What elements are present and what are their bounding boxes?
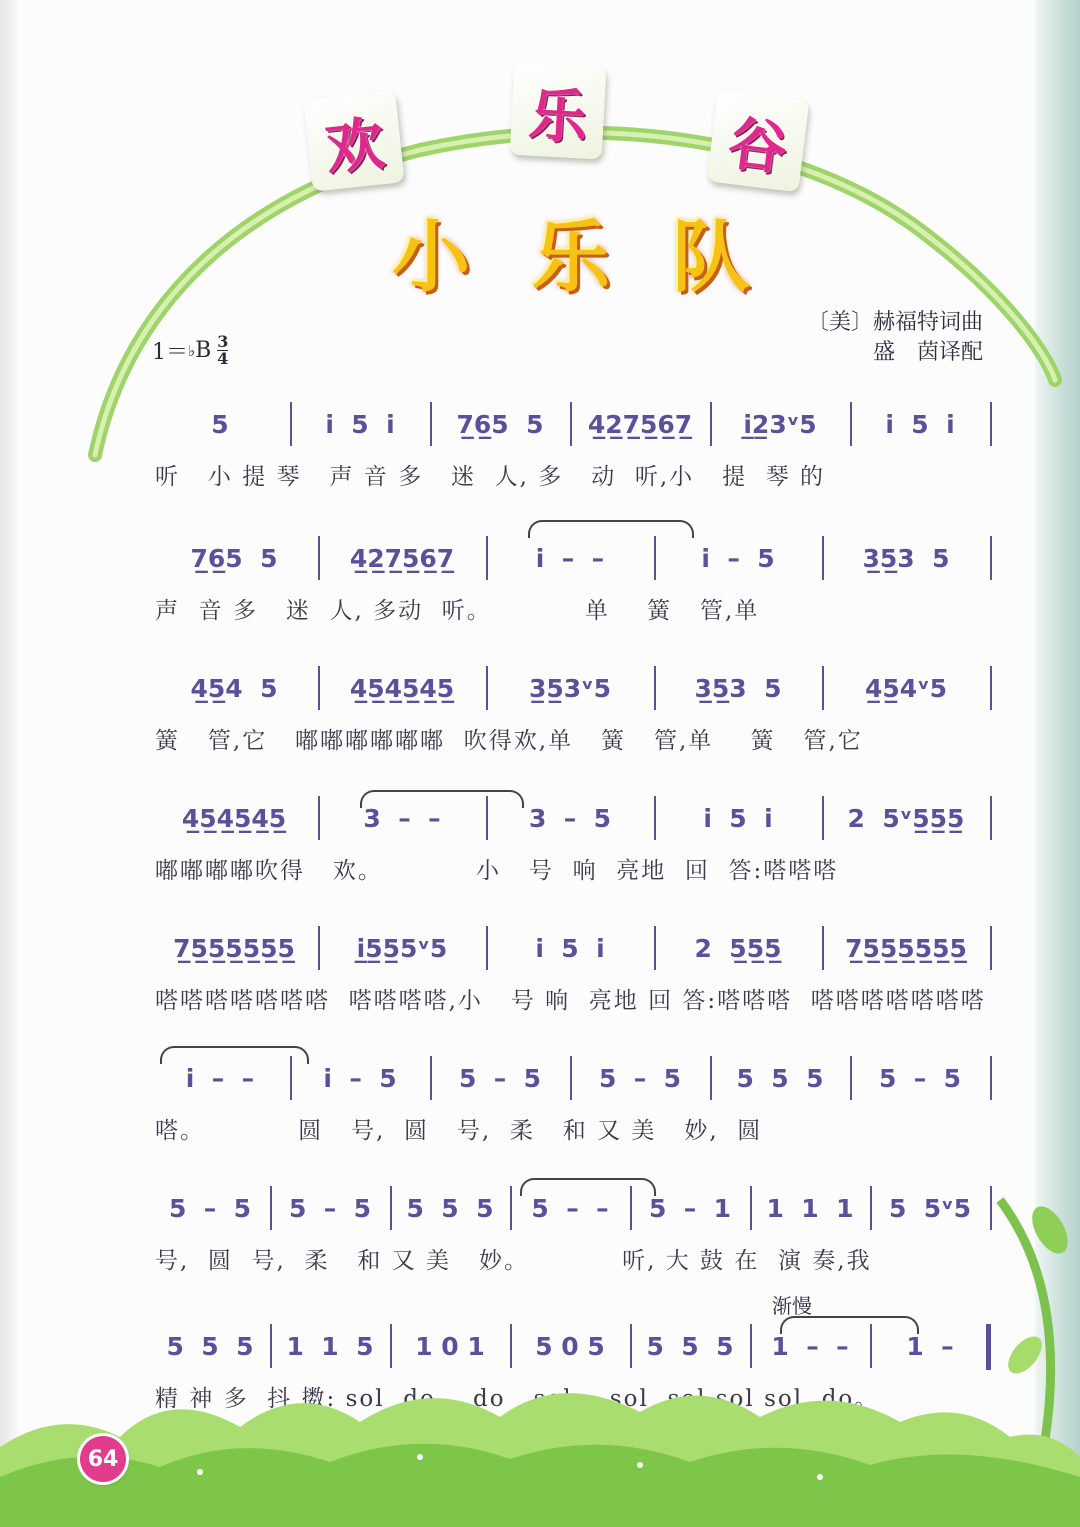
bar-line	[990, 926, 992, 970]
measure: 3̲5̲3ᵛ5	[528, 674, 612, 703]
measure: 4̲2̲7̲5̲6̲7̲	[349, 544, 455, 573]
measure: i̲5̲5̲5ᵛ5	[356, 934, 448, 963]
measure: 5 5 5	[736, 1064, 824, 1093]
measure: 3̲5̲3 5	[862, 544, 950, 573]
bar-line	[990, 796, 992, 840]
tie-arc	[780, 1316, 919, 1334]
bar-line	[870, 1186, 872, 1230]
tie-arc	[528, 520, 694, 538]
lyric-line: 嗒。 圆 号, 圆 号, 柔 和 又 美 妙, 圆	[155, 1118, 763, 1144]
measure: 5 – 5	[598, 1064, 682, 1093]
tie-arc	[520, 1178, 656, 1196]
bar-line	[486, 666, 488, 710]
bar-line	[270, 1324, 272, 1368]
lyric-line: 嗒嗒嗒嗒嗒嗒嗒 嗒嗒嗒嗒,小 号 响 亮地 回 答:嗒嗒嗒 嗒嗒嗒嗒嗒嗒嗒	[155, 988, 986, 1014]
measure: 5	[211, 410, 229, 439]
decorative-grass	[0, 1367, 1080, 1527]
bar-line	[630, 1324, 632, 1368]
measure: 3 – 5	[528, 804, 612, 833]
credits-author: 〔美〕赫福特词曲	[806, 310, 983, 335]
measure: 5 – –	[531, 1194, 609, 1223]
measure: 2 5ᵛ5̲5̲5̲	[847, 804, 965, 833]
bar-line	[850, 402, 852, 446]
key-note: B	[195, 338, 212, 363]
header-tile-1: 欢	[303, 90, 404, 191]
bar-line	[430, 402, 432, 446]
lyric-line: 号, 圆 号, 柔 和 又 美 妙。 听, 大 鼓 在 演 奏,我	[155, 1248, 872, 1274]
measure: 5 – 5	[878, 1064, 962, 1093]
tie-arc	[360, 790, 524, 808]
bar-line	[570, 402, 572, 446]
bar-line	[510, 1324, 512, 1368]
bar-line	[850, 1056, 852, 1100]
measure: 7̲5̲5̲5̲5̲5̲5̲	[845, 934, 967, 963]
measure: i̲2̲3ᵛ5	[743, 410, 817, 439]
measure: i – 5	[701, 544, 775, 573]
lyric-line: 声 音 多 迷 人, 多动 听。 单 簧 管,单	[155, 598, 760, 624]
bar-line	[570, 1056, 572, 1100]
bar-line	[990, 1056, 992, 1100]
lyric-line: 嘟嘟嘟嘟吹得 欢。 小 号 响 亮地 回 答:嗒嗒嗒	[155, 858, 839, 884]
measure: i – –	[185, 1064, 255, 1093]
measure: 2 5̲5̲5̲	[694, 934, 782, 963]
bar-line	[510, 1186, 512, 1230]
measure: i 5 i	[325, 410, 395, 439]
lyric-line: 簧 管,它 嘟嘟嘟嘟嘟嘟 吹得欢,单 簧 管,单 簧 管,它	[155, 728, 863, 754]
measure: i – 5	[323, 1064, 397, 1093]
time-top: 3	[217, 332, 229, 351]
measure: 5 5 5	[406, 1194, 494, 1223]
measure: 7̲6̲5 5	[190, 544, 278, 573]
key-signature	[152, 334, 228, 367]
measure: 5 – 5	[288, 1194, 372, 1223]
measure: 5 5 5	[646, 1332, 734, 1361]
measure: 1 1 5	[286, 1332, 374, 1361]
bar-line	[654, 796, 656, 840]
bar-line	[710, 1056, 712, 1100]
bar-line	[486, 926, 488, 970]
bar-line	[750, 1186, 752, 1230]
bar-line	[318, 796, 320, 840]
final-bar-line	[986, 1324, 991, 1370]
bar-line	[654, 666, 656, 710]
flat-sign: ♭	[188, 341, 196, 360]
measure: 7̲6̲5 5	[456, 410, 544, 439]
measure: i 5 i	[885, 410, 955, 439]
bar-line	[318, 926, 320, 970]
bar-line	[318, 666, 320, 710]
measure: 4̲5̲4ᵛ5	[864, 674, 948, 703]
measure: i 5 i	[535, 934, 605, 963]
bar-line	[390, 1324, 392, 1368]
bar-line	[990, 402, 992, 446]
measure: 3 – –	[363, 804, 441, 833]
bar-line	[822, 536, 824, 580]
measure: 1 – –	[771, 1332, 849, 1361]
measure: 5 5 5	[166, 1332, 254, 1361]
measure: 4̲2̲7̲5̲6̲7̲	[587, 410, 693, 439]
section-header	[0, 60, 1080, 210]
bar-line	[822, 666, 824, 710]
header-tile-3: 谷	[707, 90, 810, 193]
song-title: 小乐队	[391, 213, 812, 303]
measure: 5 – 1	[648, 1194, 732, 1223]
measure: 1 0 1	[415, 1332, 485, 1361]
measure: 1 1 1	[766, 1194, 854, 1223]
time-bottom: 4	[217, 349, 229, 368]
measure: 4̲5̲4̲5̲4̲5̲	[181, 804, 287, 833]
bar-line	[750, 1324, 752, 1368]
lyric-line: 精 神 多 抖 擞: sol do do sol sol sol sol sol do。	[155, 1386, 880, 1412]
measure: 3̲5̲3 5	[694, 674, 782, 703]
measure: 1 –	[906, 1332, 954, 1361]
key-prefix: 1＝	[152, 340, 188, 365]
bar-line	[990, 1186, 992, 1230]
bar-line	[430, 1056, 432, 1100]
header-tile-2: 乐	[510, 63, 607, 160]
credits-translator: 盛 茵译配	[872, 340, 983, 365]
tempo-mark: 渐慢	[772, 1294, 812, 1318]
measure: 5 – 5	[458, 1064, 542, 1093]
bar-line	[290, 402, 292, 446]
song-credits	[807, 308, 983, 368]
measure: 4̲5̲4 5	[190, 674, 278, 703]
bar-line	[318, 536, 320, 580]
bar-line	[390, 1186, 392, 1230]
bar-line	[710, 402, 712, 446]
bar-line	[822, 796, 824, 840]
measure: i 5 i	[703, 804, 773, 833]
bar-line	[990, 666, 992, 710]
bar-line	[486, 536, 488, 580]
measure: 4̲5̲4̲5̲4̲5̲	[349, 674, 455, 703]
measure: 5 – 5	[168, 1194, 252, 1223]
bar-line	[654, 926, 656, 970]
lyric-line: 听 小 提 琴 声 音 多 迷 人, 多 动 听,小 提 琴 的	[155, 464, 826, 490]
measure: i – –	[535, 544, 605, 573]
page-number: 64	[80, 1436, 126, 1482]
measure: 7̲5̲5̲5̲5̲5̲5̲	[173, 934, 295, 963]
bar-line	[822, 926, 824, 970]
measure: 5 0 5	[535, 1332, 605, 1361]
measure: 5 5ᵛ5	[888, 1194, 972, 1223]
bar-line	[270, 1186, 272, 1230]
bar-line	[654, 536, 656, 580]
tie-arc	[160, 1046, 309, 1064]
time-signature	[217, 334, 228, 367]
bar-line	[990, 536, 992, 580]
